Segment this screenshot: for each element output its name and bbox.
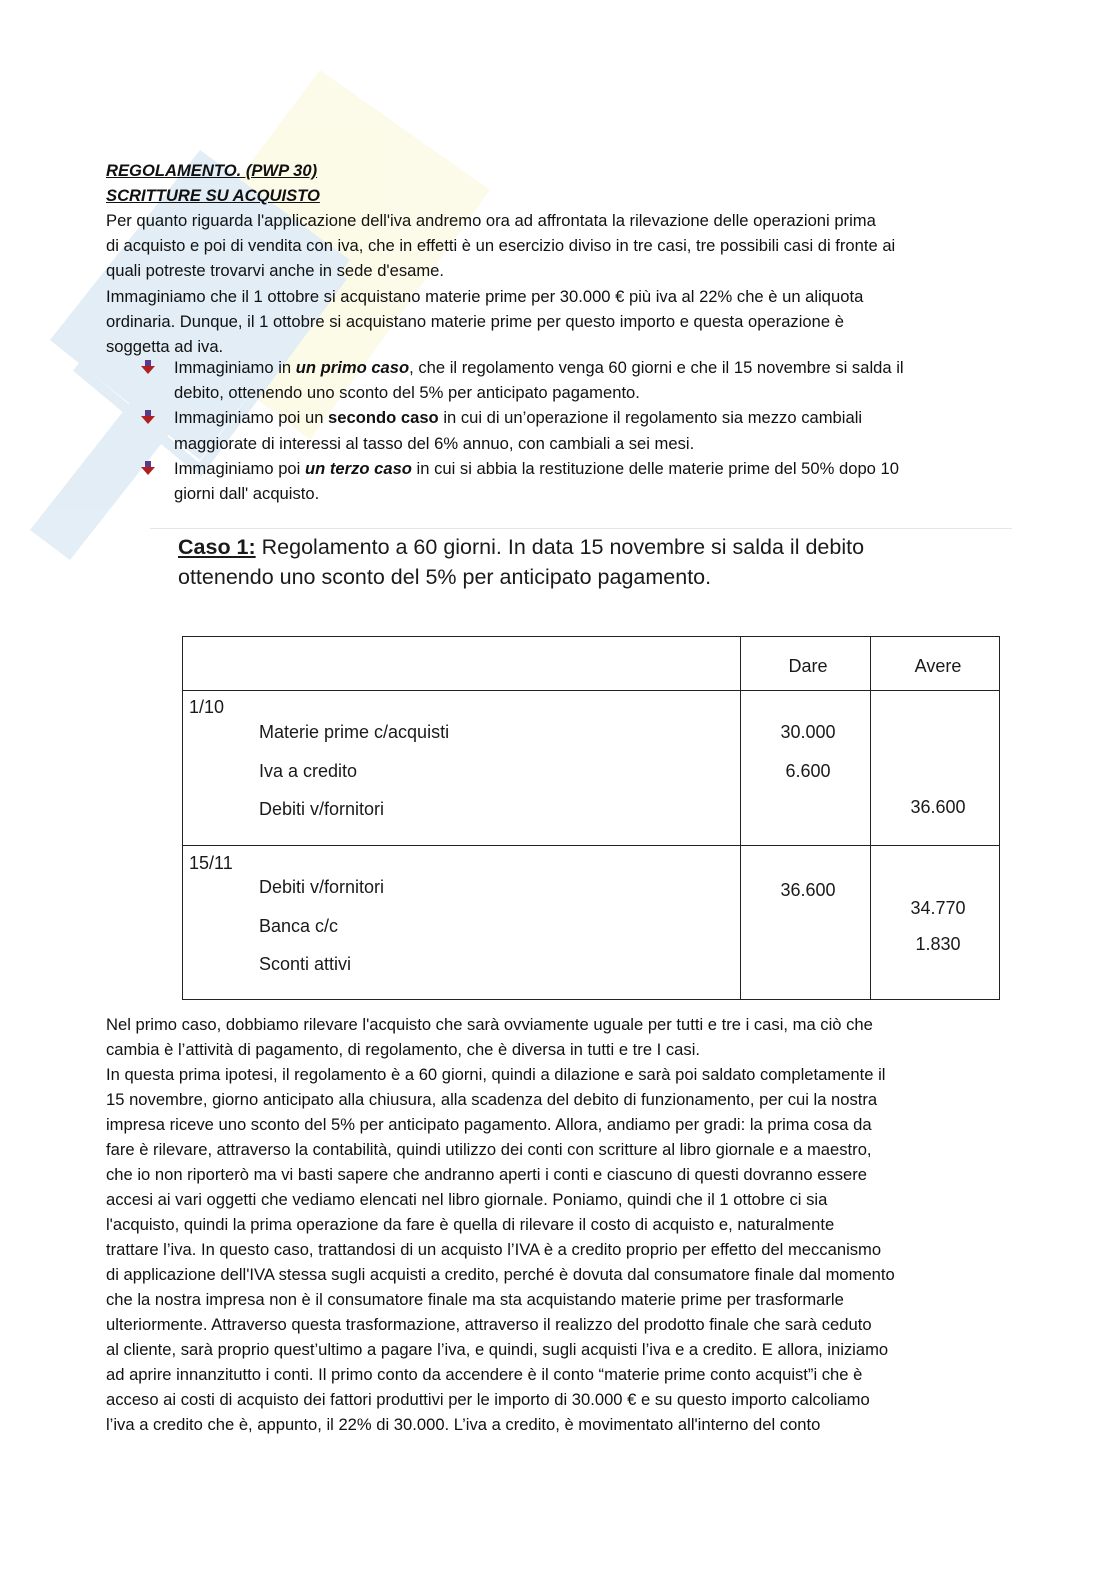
body-line: Nel primo caso, dobbiamo rilevare l'acquisto che sarà ovviamente uguale per tutti e tre i casi, ma ciò che [106,1015,873,1034]
section-heading: REGOLAMENTO. (PWP 30) [106,161,318,180]
intro-line: di acquisto e poi di vendita con iva, che in effetti è un esercizio diviso in tre casi, tre possibili casi di fronte ai [106,236,896,255]
column-divider [870,637,871,999]
account-name: Banca c/c [259,916,339,936]
dare-amount: 36.600 [780,880,836,900]
body-line: ad aprire innanzitutto i conti. Il primo conto da accendere è il conto “materie prime conto acquist”i che è [106,1365,863,1384]
account-name: Debiti v/fornitori [259,799,385,819]
column-divider [740,637,741,999]
body-line: impresa riceve uno sconto del 5% per anticipato pagamento. Allora, andiamo per gradi: la prima cosa da [106,1115,872,1134]
caso-title: Caso 1: Regolamento a 60 giorni. In data 15 novembre si salda il debito ottenendo uno sconto del 5% per anticipato pagamento. [178,535,865,589]
list-item: Immaginiamo poi un terzo caso in cui si abbia la restituzione delle materie prime del 50% dopo 10 giorni dall' acquisto. [140,456,1010,506]
body-line: accesi ai vari oggetti che vediamo elencati nel libro giornale. Poniamo, quindi che il 1 ottobre ci sia [106,1190,828,1209]
body-line: In questa prima ipotesi, il regolamento è a 60 giorni, quindi a dilazione e sarà poi saldato completamente il [106,1065,886,1084]
body-line: al cliente, sarà proprio quest’ultimo a pagare l’iva, e quindi, sugli acquisti l’iva e a credito. E allora, iniziamo [106,1340,889,1359]
bullet-list [140,355,1010,506]
account-name: Sconti attivi [259,954,352,974]
dare-amount: 30.000 [780,722,836,742]
row-divider [183,845,999,846]
body-line: trattare l’iva. In questo caso, trattandosi di un acquisto l’IVA è a credito proprio per effetto del meccanismo [106,1240,882,1259]
column-header-dare: Dare [788,656,828,676]
arrow-down-bullet-icon [140,359,156,375]
account-name: Debiti v/fornitori [259,877,385,897]
section-subheading: SCRITTURE SU ACQUISTO [106,186,320,205]
entry-date: 1/10 [189,697,225,717]
body-line: acceso ai costi di acquisto dei fattori produttivi per le importo di 30.000 € e su questo importo calcoliamo [106,1390,870,1409]
dare-amount: 6.600 [785,761,831,781]
body-line: che io non riporterò ma vi basti sapere che andranno aperti i conti e ciascuno di questi dovranno essere [106,1165,867,1184]
account-name: Iva a credito [259,761,358,781]
slide-divider [150,528,1012,529]
avere-amount: 36.600 [910,797,966,817]
list-item: Immaginiamo in un primo caso, che il regolamento venga 60 giorni e che il 15 novembre si salda il debito, ottenendo uno sconto del 5% per anticipato pagamento. [140,355,1010,405]
list-item: Immaginiamo poi un secondo caso in cui di un’operazione il regolamento sia mezzo cambiali maggiorate di interessi al tasso del 6% annuo, con cambiali a sei mesi. [140,405,1010,455]
intro-line: Per quanto riguarda l'applicazione dell'iva andremo ora ad affrontata la rilevazione delle operazioni prima [106,211,876,230]
body-line: l’iva a credito che è, appunto, il 22% di 30.000. L’iva a credito, è movimentato all'interno del conto [106,1415,821,1434]
body-line: ulteriormente. Attraverso questa trasformazione, attraverso il realizzo del prodotto finale che sarà ceduto [106,1315,872,1334]
caso-label: Caso 1: [178,535,256,559]
body-line: 15 novembre, giorno anticipato alla chiusura, alla scadenza del debito di funzionamento, per cui la nostra [106,1090,878,1109]
avere-amount: 1.830 [915,934,961,954]
body-line: fare è rilevare, attraverso la contabilità, quindi utilizzo dei conti con scritture al libro giornale e a maestro, [106,1140,872,1159]
arrow-down-bullet-icon [140,460,156,476]
intro-line: ordinaria. Dunque, il 1 ottobre si acquistano materie prime per questo importo e questa operazione è [106,312,844,331]
entry-date: 15/11 [189,853,233,873]
body-line: di applicazione dell'IVA stessa sugli acquisti a credito, perché è dovuta dal consumatore finale dal momento [106,1265,895,1284]
body-line: che la nostra impresa non è il consumatore finale ma sta acquistando materie prime per trasformarle [106,1290,844,1309]
journal-table [182,636,1000,1000]
intro-line: Immaginiamo che il 1 ottobre si acquistano materie prime per 30.000 € più iva al 22% che è un aliquota [106,287,864,306]
arrow-down-bullet-icon [140,409,156,425]
intro-line: soggetta ad iva. [106,337,224,356]
account-name: Materie prime c/acquisti [259,722,450,742]
intro-line: quali potreste trovarvi anche in sede d'esame. [106,261,445,280]
row-divider [183,690,999,691]
body-line: cambia è l’attività di pagamento, di regolamento, che è diversa in tutti e tre I casi. [106,1040,700,1059]
avere-amount: 34.770 [910,898,966,918]
body-line: l'acquisto, quindi la prima operazione da fare è quella di rilevare il costo di acquisto e, naturalmente [106,1215,835,1234]
column-header-avere: Avere [914,656,962,676]
